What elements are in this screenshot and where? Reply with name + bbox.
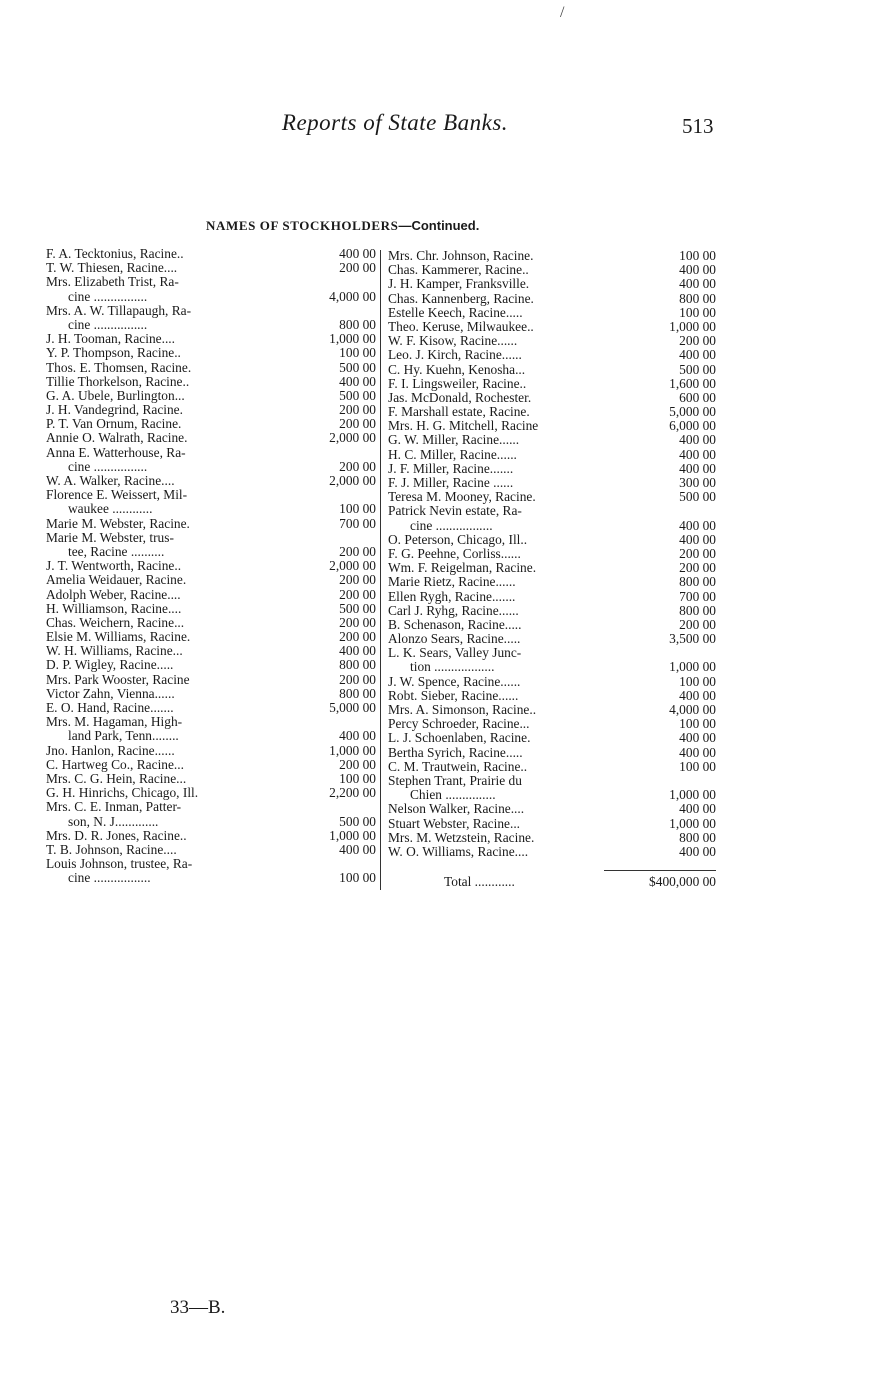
stockholder-row <box>46 687 376 701</box>
stockholder-name: Patrick Nevin estate, Ra- <box>388 503 522 519</box>
stockholder-name: waukee ............ <box>68 501 153 517</box>
stockholder-amount: 800 00 <box>339 685 376 701</box>
stockholder-row <box>388 533 716 547</box>
stockholder-amount: 100 00 <box>679 716 716 732</box>
stockholder-name: Mrs. D. R. Jones, Racine.. <box>46 827 187 843</box>
stockholder-name: Amelia Weidauer, Racine. <box>46 572 187 588</box>
stockholder-name: cine ................ <box>68 316 148 332</box>
stockholder-name: Robt. Sieber, Racine...... <box>388 687 519 703</box>
stockholder-amount: 200 00 <box>339 458 376 474</box>
stockholder-row <box>46 729 376 743</box>
stockholder-name: B. Schenason, Racine..... <box>388 616 522 632</box>
stockholder-name: Jno. Hanlon, Racine...... <box>46 742 175 758</box>
stockholder-row <box>46 786 376 800</box>
stockholder-row <box>46 261 376 275</box>
stockholder-row <box>388 590 716 604</box>
page-number: 513 <box>682 114 714 138</box>
stockholder-name: J. T. Wentworth, Racine.. <box>46 558 182 574</box>
stockholder-name: Annie O. Walrath, Racine. <box>46 430 188 446</box>
stockholder-name: C. Hartweg Co., Racine... <box>46 756 184 772</box>
stockholder-name: Mrs. A. W. Tillapaugh, Ra- <box>46 302 192 318</box>
stockholder-name: Florence E. Weissert, Mil- <box>46 487 188 503</box>
stockholder-amount: 4,000 00 <box>329 288 376 304</box>
stockholder-name: Mrs. A. Simonson, Racine.. <box>388 702 537 717</box>
stockholder-amount: 1,000 00 <box>669 787 716 803</box>
stockholder-amount: 2,200 00 <box>329 785 376 801</box>
stockholder-name: Anna E. Watterhouse, Ra- <box>46 444 186 460</box>
stockholder-row <box>46 375 376 389</box>
stockholder-row <box>46 431 376 445</box>
signature-mark: 33—B. <box>170 1297 226 1318</box>
stockholder-amount: 200 00 <box>339 416 376 432</box>
stockholder-row <box>46 517 376 531</box>
stockholder-amount: 400 00 <box>679 446 716 462</box>
stockholder-row <box>46 332 376 346</box>
stockholder-name: Marie M. Webster, Racine. <box>46 515 190 531</box>
stockholder-row <box>388 845 716 859</box>
stockholder-row <box>46 616 376 630</box>
stockholder-name: Victor Zahn, Vienna...... <box>46 685 175 701</box>
stockholder-row <box>388 802 716 816</box>
stockholder-row <box>388 731 716 745</box>
stockholder-amount: 400 00 <box>339 643 376 659</box>
stockholder-name: Percy Schroeder, Racine... <box>388 716 530 732</box>
stockholder-amount: 400 00 <box>679 744 716 760</box>
stockholder-row <box>388 618 716 632</box>
stockholder-row <box>46 588 376 602</box>
stockholder-amount: 200 00 <box>679 333 716 349</box>
stockholder-row <box>388 504 716 518</box>
stockholder-row <box>388 462 716 476</box>
stockholder-name: Chas. Kammerer, Racine.. <box>388 262 529 278</box>
stockholder-row <box>46 715 376 729</box>
stockholder-amount: 400 00 <box>679 531 716 547</box>
stockholder-row <box>388 433 716 447</box>
stockholder-name: L. K. Sears, Valley Junc- <box>388 645 522 661</box>
stockholder-row <box>46 460 376 474</box>
stockholder-row <box>388 405 716 419</box>
stockholder-row <box>388 831 716 845</box>
stockholder-name: W. H. Williams, Racine... <box>46 643 183 659</box>
stockholder-name: W. F. Kisow, Racine...... <box>388 333 518 349</box>
stockholder-name: Mrs. H. G. Mitchell, Racine <box>388 418 539 434</box>
stockholder-row <box>46 545 376 559</box>
stockholder-row <box>388 391 716 405</box>
stockholder-amount: 200 00 <box>339 586 376 602</box>
stockholder-name: Bertha Syrich, Racine..... <box>388 744 523 760</box>
stockholder-name: Nelson Walker, Racine.... <box>388 801 525 817</box>
stockholders-right-column <box>388 249 716 859</box>
stockholder-amount: 500 00 <box>679 489 716 505</box>
stockholder-row <box>46 871 376 885</box>
stockholder-amount: 800 00 <box>679 574 716 590</box>
stockholder-amount: 100 00 <box>679 758 716 774</box>
stockholder-name: D. P. Wigley, Racine..... <box>46 657 174 673</box>
stockholder-row <box>388 760 716 774</box>
total-rule <box>604 870 716 871</box>
stockholder-amount: 800 00 <box>679 829 716 845</box>
stockholder-name: Mrs. C. G. Hein, Racine... <box>46 770 187 786</box>
stockholder-name: Mrs. Park Wooster, Racine <box>46 671 190 687</box>
stockholder-name: Mrs. Elizabeth Trist, Ra- <box>46 274 179 290</box>
stockholder-name: O. Peterson, Chicago, Ill.. <box>388 531 528 547</box>
stockholder-row <box>46 559 376 573</box>
stockholder-row <box>388 348 716 362</box>
stockholder-name: Thos. E. Thomsen, Racine. <box>46 359 192 375</box>
stockholder-name: E. O. Hand, Racine....... <box>46 700 174 715</box>
stockholder-name: Leo. J. Kirch, Racine...... <box>388 347 522 363</box>
stockholder-name: Marie M. Webster, trus- <box>46 529 174 545</box>
stockholder-amount: 400 00 <box>679 730 716 746</box>
stockholder-amount: 400 00 <box>679 517 716 533</box>
stockholder-row <box>388 334 716 348</box>
stockholder-name: Mrs. C. E. Inman, Patter- <box>46 799 182 815</box>
stray-mark: / <box>560 4 565 21</box>
stockholder-amount: 200 00 <box>679 616 716 632</box>
stockholder-row <box>388 717 716 731</box>
stockholder-amount: 400 00 <box>679 460 716 476</box>
stockholder-amount: 100 00 <box>679 248 716 263</box>
stockholder-name: Mrs. M. Hagaman, High- <box>46 714 183 730</box>
stockholder-amount: 5,000 00 <box>669 404 716 420</box>
stockholder-amount: 500 00 <box>679 361 716 377</box>
stockholder-amount: 400 00 <box>679 843 716 859</box>
stockholder-name: Elsie M. Williams, Racine. <box>46 629 191 645</box>
stockholder-amount: 100 00 <box>339 870 376 886</box>
stockholder-row <box>388 448 716 462</box>
stockholder-amount: 6,000 00 <box>669 418 716 434</box>
stockholder-amount: 1,000 00 <box>669 318 716 334</box>
stockholder-row <box>46 800 376 814</box>
stockholder-name: son, N. J............. <box>68 813 159 829</box>
stockholder-row <box>46 403 376 417</box>
stockholder-amount: 400 00 <box>339 373 376 389</box>
stockholder-amount: 2,000 00 <box>329 558 376 574</box>
stockholder-amount: 5,000 00 <box>329 700 376 715</box>
stockholder-name: cine ................. <box>68 870 151 886</box>
stockholder-row <box>388 689 716 703</box>
stockholder-row <box>388 675 716 689</box>
stockholder-name: Y. P. Thompson, Racine.. <box>46 345 181 361</box>
stockholder-name: Marie Rietz, Racine...... <box>388 574 516 590</box>
stockholder-row <box>46 744 376 758</box>
stockholder-row <box>388 277 716 291</box>
stockholder-amount: 500 00 <box>339 359 376 375</box>
stockholder-row <box>46 346 376 360</box>
stockholder-amount: 1,000 00 <box>329 331 376 347</box>
stockholder-row <box>388 646 716 660</box>
stockholder-name: tee, Racine .......... <box>68 543 165 559</box>
stockholder-row <box>46 389 376 403</box>
stockholder-row <box>388 292 716 306</box>
stockholder-name: Ellen Rygh, Racine....... <box>388 588 516 604</box>
stockholder-name: Louis Johnson, trustee, Ra- <box>46 856 193 872</box>
stockholder-amount: 200 00 <box>679 545 716 561</box>
stockholder-row <box>388 817 716 831</box>
stockholder-name: G. H. Hinrichs, Chicago, Ill. <box>46 785 199 801</box>
stockholder-name: C. Hy. Kuehn, Kenosha... <box>388 361 526 377</box>
stockholder-row <box>46 531 376 545</box>
stockholder-row <box>46 488 376 502</box>
stockholder-amount: 400 00 <box>339 728 376 744</box>
stockholder-amount: 200 00 <box>339 260 376 276</box>
stockholder-amount: 1,000 00 <box>329 827 376 843</box>
stockholder-amount: 400 00 <box>679 432 716 448</box>
stockholder-name: T. W. Thiesen, Racine.... <box>46 260 178 276</box>
stockholder-row <box>388 774 716 788</box>
stockholder-row <box>46 658 376 672</box>
stockholder-amount: 500 00 <box>339 600 376 616</box>
stockholder-amount: 3,500 00 <box>669 631 716 647</box>
total-label: Total ............ <box>444 874 515 889</box>
stockholder-row <box>388 632 716 646</box>
stockholder-row <box>46 275 376 289</box>
stockholder-name: J. H. Vandegrind, Racine. <box>46 402 183 418</box>
stockholder-row <box>388 306 716 320</box>
stockholder-name: P. T. Van Ornum, Racine. <box>46 416 182 432</box>
stockholder-name: J. F. Miller, Racine....... <box>388 460 514 476</box>
stockholder-amount: 200 00 <box>339 671 376 687</box>
stockholder-row <box>388 604 716 618</box>
stockholder-amount: 500 00 <box>339 387 376 403</box>
stockholder-name: Mrs. Chr. Johnson, Racine. <box>388 248 534 263</box>
stockholder-row <box>388 561 716 575</box>
stockholder-amount: 200 00 <box>339 572 376 588</box>
section-heading-continued: —Continued. <box>398 218 480 233</box>
stockholder-row <box>46 857 376 871</box>
stockholder-row <box>388 788 716 802</box>
stockholder-row <box>46 630 376 644</box>
stockholder-row <box>46 829 376 843</box>
stockholder-name: Stephen Trant, Prairie du <box>388 772 522 788</box>
stockholder-row <box>46 318 376 332</box>
stockholder-amount: 100 00 <box>339 501 376 517</box>
stockholder-name: Teresa M. Mooney, Racine. <box>388 489 536 505</box>
stockholder-amount: 300 00 <box>679 475 716 490</box>
stockholder-name: W. O. Williams, Racine.... <box>388 843 529 859</box>
stockholder-row <box>46 701 376 715</box>
stockholder-amount: 1,000 00 <box>669 815 716 831</box>
stockholder-name: Jas. McDonald, Rochester. <box>388 389 532 405</box>
stockholder-name: C. M. Trautwein, Racine.. <box>388 758 528 774</box>
section-heading <box>206 218 479 234</box>
stockholder-row <box>388 249 716 263</box>
stockholder-amount: 100 00 <box>679 304 716 320</box>
stockholder-name: tion .................. <box>410 659 495 675</box>
stockholder-amount: 100 00 <box>339 345 376 361</box>
stockholder-amount: 400 00 <box>679 687 716 703</box>
stockholder-row <box>388 547 716 561</box>
stockholder-amount: 700 00 <box>679 588 716 604</box>
stockholder-amount: 1,000 00 <box>669 659 716 675</box>
stockholder-amount: 200 00 <box>339 756 376 772</box>
stockholder-name: cine ................. <box>410 517 493 533</box>
section-heading-text: NAMES OF STOCKHOLDERS <box>206 218 399 233</box>
stockholder-row <box>46 772 376 786</box>
stockholder-amount: 400 00 <box>339 841 376 857</box>
stockholder-amount: 400 00 <box>679 801 716 817</box>
stockholder-amount: 200 00 <box>679 560 716 576</box>
stockholder-amount: 600 00 <box>679 389 716 405</box>
stockholder-name: G. A. Ubele, Burlington... <box>46 387 185 403</box>
stockholder-name: G. W. Miller, Racine...... <box>388 432 520 448</box>
stockholder-name: Chas. Weichern, Racine... <box>46 614 185 630</box>
stockholder-name: cine ................ <box>68 458 148 474</box>
stockholder-amount: 800 00 <box>339 657 376 673</box>
stockholder-name: F. A. Tecktonius, Racine.. <box>46 246 184 261</box>
stockholder-row <box>388 377 716 391</box>
stockholder-row <box>388 263 716 277</box>
stockholder-row <box>46 290 376 304</box>
stockholder-name: Chien ............... <box>410 787 496 803</box>
stockholder-amount: 200 00 <box>339 402 376 418</box>
stockholder-row <box>388 660 716 674</box>
stockholder-amount: 2,000 00 <box>329 430 376 446</box>
stockholder-name: L. J. Schoenlaben, Racine. <box>388 730 531 746</box>
stockholder-row <box>46 474 376 488</box>
stockholder-row <box>388 363 716 377</box>
stockholder-amount: 200 00 <box>339 543 376 559</box>
stockholders-left-column <box>46 247 376 885</box>
stockholder-row <box>46 602 376 616</box>
total-amount: $400,000 00 <box>649 874 716 889</box>
stockholder-name: F. J. Miller, Racine ...... <box>388 475 514 490</box>
stockholder-row <box>388 519 716 533</box>
stockholder-name: H. C. Miller, Racine...... <box>388 446 517 462</box>
stockholder-name: F. G. Peehne, Corliss...... <box>388 545 521 561</box>
stockholder-name: cine ................ <box>68 288 148 304</box>
stockholder-amount: 800 00 <box>679 602 716 618</box>
stockholder-name: Estelle Keech, Racine..... <box>388 304 523 320</box>
stockholder-amount: 400 00 <box>339 246 376 261</box>
stockholder-row <box>388 746 716 760</box>
stockholder-row <box>388 320 716 334</box>
stockholder-amount: 200 00 <box>339 629 376 645</box>
stockholder-row <box>388 476 716 490</box>
stockholder-amount: 1,600 00 <box>669 375 716 391</box>
stockholder-amount: 500 00 <box>339 813 376 829</box>
stockholder-row <box>46 815 376 829</box>
stockholder-amount: 400 00 <box>679 262 716 278</box>
stockholder-name: J. H. Tooman, Racine.... <box>46 331 175 347</box>
stockholder-amount: 2,000 00 <box>329 473 376 488</box>
stockholder-amount: 200 00 <box>339 614 376 630</box>
stockholder-row <box>46 247 376 261</box>
stockholder-row <box>388 575 716 589</box>
stockholder-name: J. W. Spence, Racine...... <box>388 673 521 689</box>
stockholder-row <box>388 419 716 433</box>
stockholder-row <box>46 417 376 431</box>
stockholder-name: Tillie Thorkelson, Racine.. <box>46 373 190 389</box>
stockholder-row <box>46 502 376 516</box>
stockholder-name: Adolph Weber, Racine.... <box>46 586 181 602</box>
stockholder-row <box>46 304 376 318</box>
stockholder-row <box>46 446 376 460</box>
stockholder-amount: 100 00 <box>679 673 716 689</box>
stockholder-name: land Park, Tenn........ <box>68 728 179 744</box>
stockholder-row <box>388 490 716 504</box>
stockholder-name: H. Williamson, Racine.... <box>46 600 182 616</box>
stockholder-row <box>46 573 376 587</box>
stockholder-name: T. B. Johnson, Racine.... <box>46 841 177 857</box>
stockholder-amount: 1,000 00 <box>329 742 376 758</box>
stockholder-row <box>388 703 716 717</box>
stockholder-name: Chas. Kannenberg, Racine. <box>388 290 534 306</box>
stockholder-amount: 800 00 <box>339 316 376 332</box>
stockholder-name: F. Marshall estate, Racine. <box>388 404 530 420</box>
stockholder-name: Mrs. M. Wetzstein, Racine. <box>388 829 535 845</box>
stockholder-amount: 700 00 <box>339 515 376 531</box>
stockholder-name: Theo. Keruse, Milwaukee.. <box>388 318 534 334</box>
stockholder-name: Stuart Webster, Racine... <box>388 815 521 831</box>
stockholder-row <box>46 843 376 857</box>
running-header-title: Reports of State Banks. <box>281 110 509 135</box>
stockholder-name: Carl J. Ryhg, Racine...... <box>388 602 519 618</box>
stockholder-amount: 4,000 00 <box>669 702 716 717</box>
stockholder-amount: 400 00 <box>679 276 716 292</box>
stockholder-amount: 100 00 <box>339 770 376 786</box>
stockholder-amount: 800 00 <box>679 290 716 306</box>
stockholder-name: W. A. Walker, Racine.... <box>46 473 175 488</box>
stockholder-amount: 400 00 <box>679 347 716 363</box>
stockholder-name: Wm. F. Reigelman, Racine. <box>388 560 537 576</box>
stockholder-row <box>46 758 376 772</box>
column-divider <box>380 250 381 890</box>
stockholder-row <box>46 644 376 658</box>
stockholder-row <box>46 673 376 687</box>
stockholder-row <box>46 361 376 375</box>
stockholder-name: J. H. Kamper, Franksville. <box>388 276 530 292</box>
stockholder-name: Alonzo Sears, Racine..... <box>388 631 521 647</box>
stockholder-name: F. I. Lingsweiler, Racine.. <box>388 375 527 391</box>
